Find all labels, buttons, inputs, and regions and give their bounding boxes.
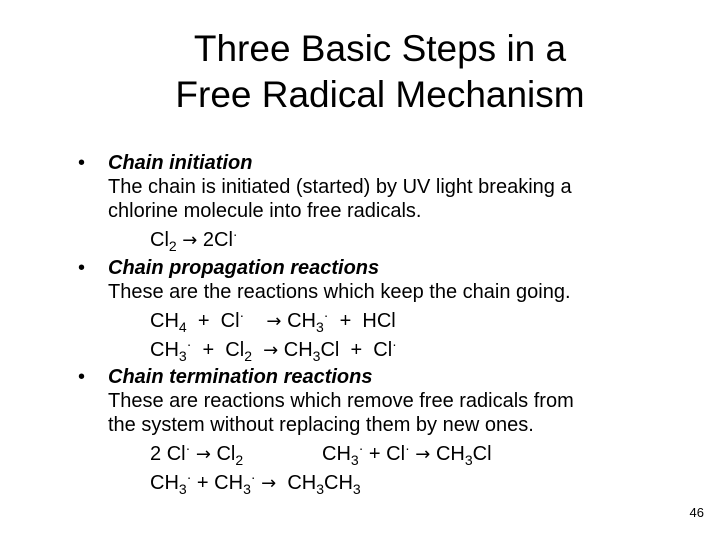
plus-sign: +: [350, 339, 363, 361]
subscript: 3: [243, 481, 251, 497]
subscript: 3: [316, 481, 324, 497]
formula-part: Cl: [225, 339, 245, 361]
section-text: the system without replacing them by new ones.: [108, 414, 534, 436]
title-line-1: Three Basic Steps in a: [193, 28, 567, 69]
section-heading-propagation: Chain propagation reactions: [108, 257, 380, 279]
arrow-icon: →: [266, 311, 282, 332]
equation-termination-2: [322, 442, 492, 467]
bullet-icon: •: [78, 366, 86, 388]
formula-part: Cl: [150, 229, 169, 251]
subscript: 3: [350, 452, 359, 468]
formula-part: CH: [150, 339, 179, 361]
section-heading-initiation: Chain initiation: [108, 152, 253, 174]
page-number: 46: [689, 505, 704, 520]
radical-dot: ·: [185, 440, 191, 456]
radical-dot: ·: [186, 469, 192, 485]
plus-sign: +: [368, 443, 381, 465]
radical-dot: ·: [232, 226, 238, 242]
radical-dot: ·: [405, 440, 410, 456]
formula-part: Cl: [166, 443, 186, 465]
subscript: 2: [244, 348, 252, 364]
radical-dot: ·: [323, 307, 329, 323]
formula-part: Cl: [220, 310, 240, 332]
coefficient: 2: [202, 229, 215, 251]
equation-propagation-1: [150, 309, 396, 334]
formula-part: CH: [150, 472, 179, 494]
subscript: 4: [178, 319, 187, 335]
subscript: 3: [352, 481, 361, 497]
equation-termination-1: [150, 442, 243, 467]
formula-part: Cl: [386, 443, 406, 465]
formula-part: Cl: [472, 443, 492, 465]
formula-part: CH: [150, 310, 179, 332]
plus-sign: +: [339, 310, 352, 332]
arrow-icon: →: [195, 444, 211, 465]
plus-sign: +: [196, 472, 209, 494]
arrow-icon: →: [261, 473, 277, 494]
radical-dot: ·: [250, 469, 256, 485]
arrow-icon: →: [263, 340, 279, 361]
plus-sign: +: [197, 310, 210, 332]
equation-termination-3: [150, 471, 361, 496]
formula-part: CH: [324, 472, 353, 494]
formula-part: CH: [435, 443, 465, 465]
section-text: The chain is initiated (started) by UV light breaking a: [108, 176, 572, 198]
bullet-icon: •: [78, 152, 86, 174]
coefficient: 2: [150, 443, 162, 465]
formula-part: CH: [322, 443, 351, 465]
formula-part: Cl: [320, 339, 340, 361]
formula-part: CH: [283, 339, 313, 361]
formula-part: CH: [214, 472, 244, 494]
bullet-icon: •: [78, 257, 86, 279]
subscript: 2: [235, 452, 244, 468]
subscript: 3: [315, 319, 324, 335]
section-text: These are reactions which remove free radicals from: [108, 390, 574, 412]
plus-sign: +: [202, 339, 215, 361]
section-text: chlorine molecule into free radicals.: [108, 200, 422, 222]
formula-part: CH: [287, 472, 317, 494]
subscript: 3: [464, 452, 473, 468]
subscript: 3: [178, 348, 187, 364]
section-heading-termination: Chain termination reactions: [108, 366, 373, 388]
radical-dot: ·: [186, 336, 192, 352]
equation-initiation: [150, 228, 238, 253]
title-line-2: Free Radical Mechanism: [175, 74, 585, 115]
equation-propagation-2: [150, 338, 397, 363]
arrow-icon: →: [182, 230, 198, 251]
section-text: These are the reactions which keep the chain going.: [108, 281, 571, 303]
formula-part: Cl: [373, 339, 393, 361]
radical-dot: ·: [358, 440, 364, 456]
subscript: 2: [168, 238, 177, 254]
formula-part: Cl: [216, 443, 236, 465]
formula-part: HCl: [362, 310, 396, 332]
radical-dot: ·: [392, 336, 397, 352]
radical-dot: ·: [239, 307, 245, 323]
subscript: 3: [312, 348, 321, 364]
formula-part: Cl: [214, 229, 233, 251]
formula-part: CH: [287, 310, 316, 332]
arrow-icon: →: [415, 444, 431, 465]
subscript: 3: [178, 481, 187, 497]
